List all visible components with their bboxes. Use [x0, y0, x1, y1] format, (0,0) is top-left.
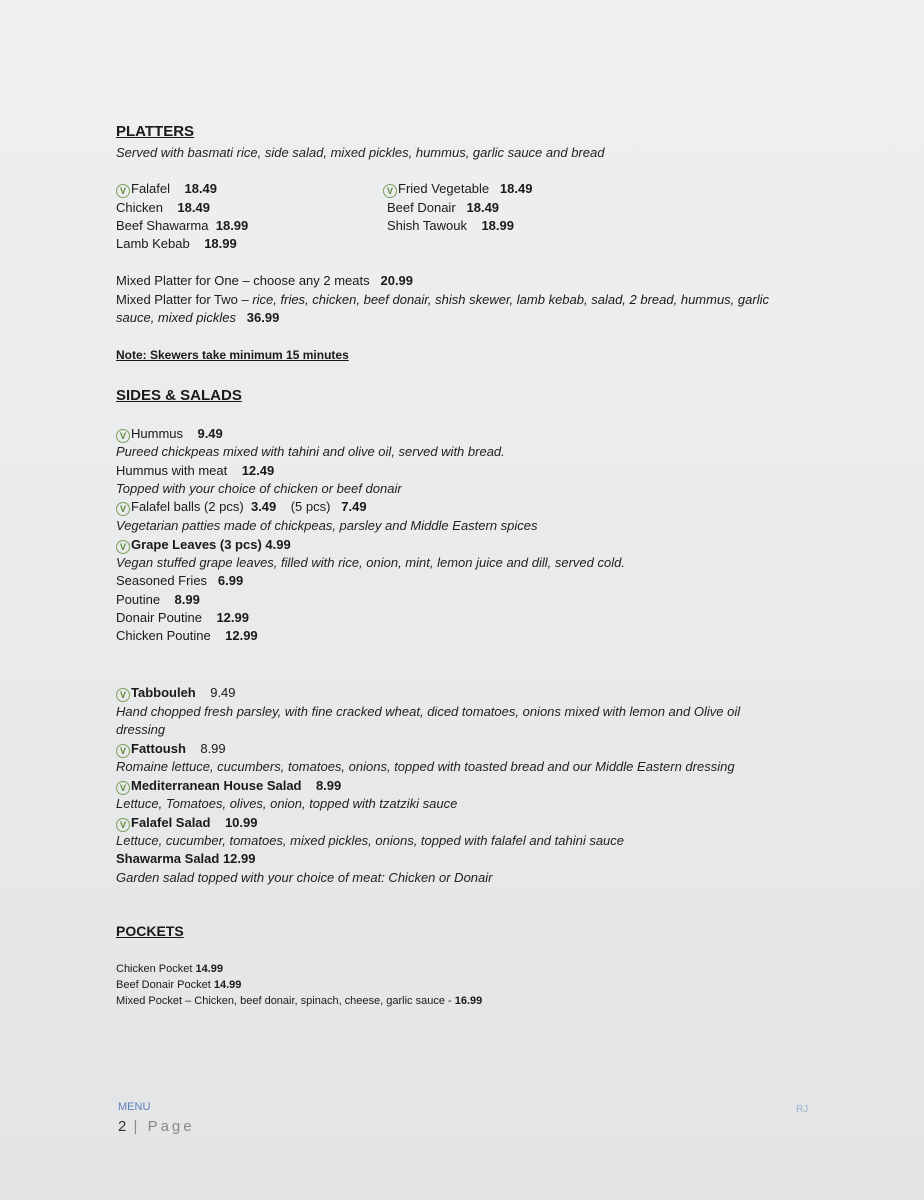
pockets-heading: POCKETS [116, 923, 184, 939]
salad-desc: Hand chopped fresh parsley, with fine cracked wheat, diced tomatoes, onions mixed with lemon and Olive oil [116, 704, 741, 719]
side-item: Chicken Poutine 12.99 [116, 628, 258, 643]
side-desc: Pureed chickpeas mixed with tahini and olive oil, served with bread. [116, 444, 505, 459]
side-item: Seasoned Fries 6.99 [116, 573, 244, 588]
side-desc: Vegan stuffed grape leaves, filled with rice, onion, mint, lemon juice and dill, served cold. [116, 555, 625, 570]
vegetarian-icon: V [116, 744, 130, 758]
footer-menu-label: MENU [118, 1101, 151, 1113]
mixed-platter-one: Mixed Platter for One – choose any 2 meats 20.99 [116, 273, 414, 288]
platter-item: V Fried Vegetable 18.49 [383, 180, 532, 198]
salad-desc: Romaine lettuce, cucumbers, tomatoes, onions, topped with toasted bread and our Middle Eastern dressing [116, 759, 735, 774]
skewer-note: Note: Skewers take minimum 15 minutes [116, 348, 349, 362]
vegetarian-icon: V [383, 184, 397, 198]
platter-item: Beef Donair 18.49 [387, 200, 500, 215]
side-item: V Hummus 9.49 [116, 425, 223, 443]
platter-item: Lamb Kebab 18.99 [116, 236, 237, 251]
pocket-item: Mixed Pocket – Chicken, beef donair, spinach, cheese, garlic sauce - 16.99 [116, 995, 483, 1007]
platters-subtitle: Served with basmati rice, side salad, mixed pickles, hummus, garlic sauce and bread [116, 145, 605, 160]
pocket-item: Beef Donair Pocket 14.99 [116, 979, 242, 991]
salad-desc: Lettuce, Tomatoes, olives, onion, topped with tzatziki sauce [116, 796, 458, 811]
platter-item: V Falafel 18.49 [116, 180, 217, 198]
side-item: Poutine 8.99 [116, 592, 200, 607]
salad-item: V Fattoush 8.99 [116, 740, 226, 758]
side-desc: Topped with your choice of chicken or beef donair [116, 481, 402, 496]
vegetarian-icon: V [116, 540, 130, 554]
salad-desc: Lettuce, cucumber, tomatoes, mixed pickles, onions, topped with falafel and tahini sauce [116, 833, 625, 848]
vegetarian-icon: V [116, 184, 130, 198]
platter-item: Beef Shawarma 18.99 [116, 218, 249, 233]
side-item: Hummus with meat 12.49 [116, 463, 275, 478]
page-number: 2 | Page [118, 1118, 195, 1135]
vegetarian-icon: V [116, 429, 130, 443]
salad-item: Shawarma Salad 12.99 [116, 851, 256, 866]
salad-item: V Mediterranean House Salad 8.99 [116, 777, 341, 795]
salad-desc: Garden salad topped with your choice of meat: Chicken or Donair [116, 870, 493, 885]
mixed-platter-two: Mixed Platter for Two – rice, fries, chicken, beef donair, shish skewer, lamb kebab, salad, 2 bread, hummus, garlic [116, 292, 769, 307]
side-item: Donair Poutine 12.99 [116, 610, 249, 625]
footer-initials: RJ [796, 1104, 809, 1115]
side-desc: Vegetarian patties made of chickpeas, parsley and Middle Eastern spices [116, 518, 538, 533]
vegetarian-icon: V [116, 688, 130, 702]
vegetarian-icon: V [116, 818, 130, 832]
platters-heading: PLATTERS [116, 123, 195, 140]
vegetarian-icon: V [116, 502, 130, 516]
salad-item: V Falafel Salad 10.99 [116, 814, 257, 832]
side-item: V Falafel balls (2 pcs) 3.49 (5 pcs) 7.49 [116, 498, 367, 516]
side-item: V Grape Leaves (3 pcs) 4.99 [116, 536, 291, 554]
sides-heading: SIDES & SALADS [116, 387, 242, 404]
salad-item: V Tabbouleh 9.49 [116, 684, 236, 702]
platter-item: Chicken 18.49 [116, 200, 210, 215]
mixed-platter-two-cont: sauce, mixed pickles 36.99 [116, 310, 280, 325]
pocket-item: Chicken Pocket 14.99 [116, 963, 224, 975]
salad-desc: dressing [116, 722, 166, 737]
platter-item: Shish Tawouk 18.99 [387, 218, 514, 233]
vegetarian-icon: V [116, 781, 130, 795]
